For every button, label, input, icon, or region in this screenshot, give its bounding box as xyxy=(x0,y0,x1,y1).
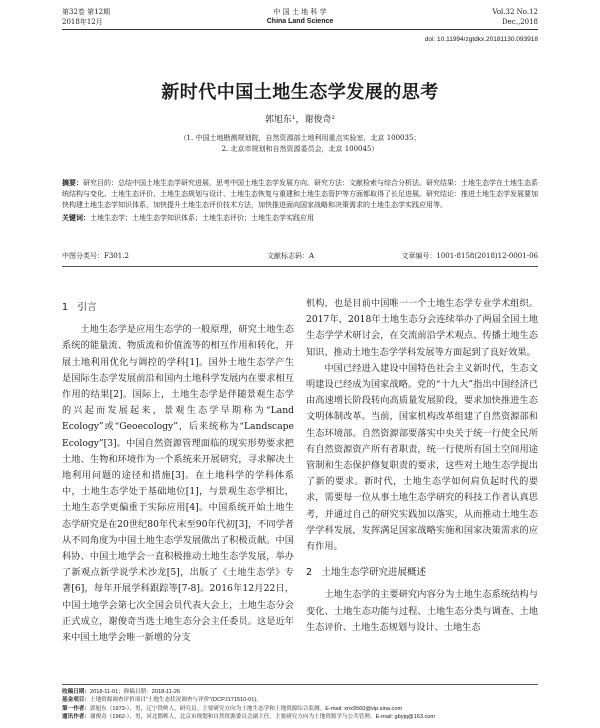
classification-row xyxy=(62,251,538,262)
affiliations xyxy=(0,133,600,155)
abstract-text: 研究目的：总结中国土地生态学研究进展，思考中国土地生态学发展方向。研究方法：文献检索与综合分析法。研究结果：土地生态学在土地生态系统结构与变化、土地生态评价、土地生态规划与设计、土地生态恢复与重建和土地生态管护等方面都取得了长足进展。研究结论：推进土地生态学发展要加快构建土地生态学知识体系，加快提升土地生态评价技术方法，加快推进面向国家战略和决策需求的土地生态学实践应用等。 xyxy=(62,179,538,209)
keywords xyxy=(62,212,538,224)
right-column xyxy=(306,296,538,636)
running-header xyxy=(62,4,538,30)
paragraph: 机构，也是目前中国唯一一个土地生态学专业学术组织。2017年，2018年土地生态分会连续举办了两届全国土地生态学学术研讨会，在交流前沿学术观点、传播土地生态知识、推动土地生态学学科发展等方面起到了良好效果。 xyxy=(306,298,538,358)
abstract-block xyxy=(62,177,538,224)
journal-volume-info-en: Vol.32 No.12 Dec.,2018 xyxy=(492,8,538,26)
section-1-heading: 1 引言 xyxy=(62,302,97,313)
footnote-corresponding-author: 通讯作者：谢俊奇（1962-），男，河北邯郸人，北京市规划和自然资源委员会副主任。主要研究方向为土地资源学与公共管理。E-mail: gbyjq@163.com xyxy=(62,714,436,721)
keywords-text: 土地生态学；土地生态学知识体系；土地生态评价；土地生态学实践应用 xyxy=(90,214,314,222)
paragraph: 中国已经进入建设中国特色社会主义新时代，生态文明建设已经成为国家战略。党的“十九大”指出中国经济已由高速增长阶段转向高质量发展阶段，要求加快推进生态文明体制改革。当前，国家机构改革组建了自然资源部和生态环境部。自然资源部要落实中央关于统一行使全民所有自然资源资产所有者职责，统一行使所有国土空间用途管制和生态保护修复职责的要求，这些对土地生态学提出了新的要求。新时代，土地生态学如何肩负起时代的要求，需要每一位从事土地生态学研究的科技工作者认真思考，并通过自己的研究实践加以落实，从而推动土地生态学学科发展，发挥满足国家战略实施和国家决策需求的应有作用。 xyxy=(306,362,538,553)
abstract-label: 摘要： xyxy=(62,178,83,187)
doi: doi: 10.11994/zgtdkx.20181130.093918 xyxy=(424,36,538,43)
affiliation-2: 2. 北京市规划和自然资源委员会，北京 100045） xyxy=(221,145,379,153)
affiliation-1: （1. 中国土地勘测规划院，自然资源部土地利用重点实验室，北京 100035； xyxy=(179,134,421,142)
abstract xyxy=(62,177,538,211)
journal-volume-info: 第32卷 第12期 2018年12月 xyxy=(62,8,111,26)
clc-number: 中图分类号：F301.2 xyxy=(62,252,129,260)
section-2-heading: 2 土地生态学研究进展概述 xyxy=(306,567,427,579)
footnote-first-author: 第一作者：郭旭东（1972-），男，辽宁铁岭人，研究员。主要研究方向为土地生态学和土地资源综合监测。E-mail: xnx9560@vip.sina.com xyxy=(62,705,403,712)
paragraph: 土地生态学的主要研究内容分为土地生态系统结构与变化、土地生态功能与过程、土地生态分类与调查、土地生态评价、土地生态规划与设计、土地生态 xyxy=(306,589,538,633)
journal-name: 中 国 土 地 科 学 China Land Science xyxy=(266,8,334,25)
left-column xyxy=(62,296,294,646)
footnote-received: 收稿日期：2018-11-01；修稿日期：2018-11-26 xyxy=(62,689,180,695)
article-number: 文章编号：1001-8158(2018)12-0001-06 xyxy=(401,252,538,260)
document-code: 文献标志码：A xyxy=(267,252,315,260)
paper-title: 新时代中国土地生态学发展的思考 xyxy=(161,82,439,103)
keywords-label: 关键词： xyxy=(62,213,90,222)
paragraph: 土地生态学是应用生态学的一般原理，研究土地生态系统的能量流、物质流和价值流等的相互作用和转化，开展土地利用优化与调控的学科[1]。国外土地生态学产生是国际生态学发展前沿和国内土地科学发展内在要求相互作用的结果[2]。国际上，土地生态学是伴随景观生态学的兴起而发展起来，景观生态学早期称为“Land Ecology”或“Geoecology”，后来统称为“Landscape Ecology”[3]。中国自然资源管理面临的现实形势要求把土地、生物和环境作为一个系统来开展研究，寻求解决土地利用问题的途径和措施[3]。在土地科学的学科体系中，土地生态学处于基础地位[1]，与景观生态学相比，土地生态学更偏重于实际应用[4]。中国系统开始土地生态学研究是在20世纪80年代末至90年代初[3]，不同学者从不同角度为中国土地生态学发展做出了积极贡献。中国科协、中国土地学会一直积极推动土地生态学发展，举办了新观点新学说学术沙龙[5]，出版了《土地生态学》专著[6]，每年开展学科跟踪等[7-8]。2016年12月22日，中国土地学会第七次全国会员代表大会上，土地生态分会正式成立，谢俊奇当选土地生态分会主任委员。这是近年来中国土地学会唯一新增的分支 xyxy=(62,324,294,644)
footnotes xyxy=(62,684,538,722)
footnote-fund: 基金项目：土地资源调查评价项目“土地生态状况调查与评价”(DCPJ171510-01)。 xyxy=(62,697,262,704)
authors: 郭旭东¹，谢俊奇² xyxy=(264,115,336,125)
divider xyxy=(62,266,538,267)
